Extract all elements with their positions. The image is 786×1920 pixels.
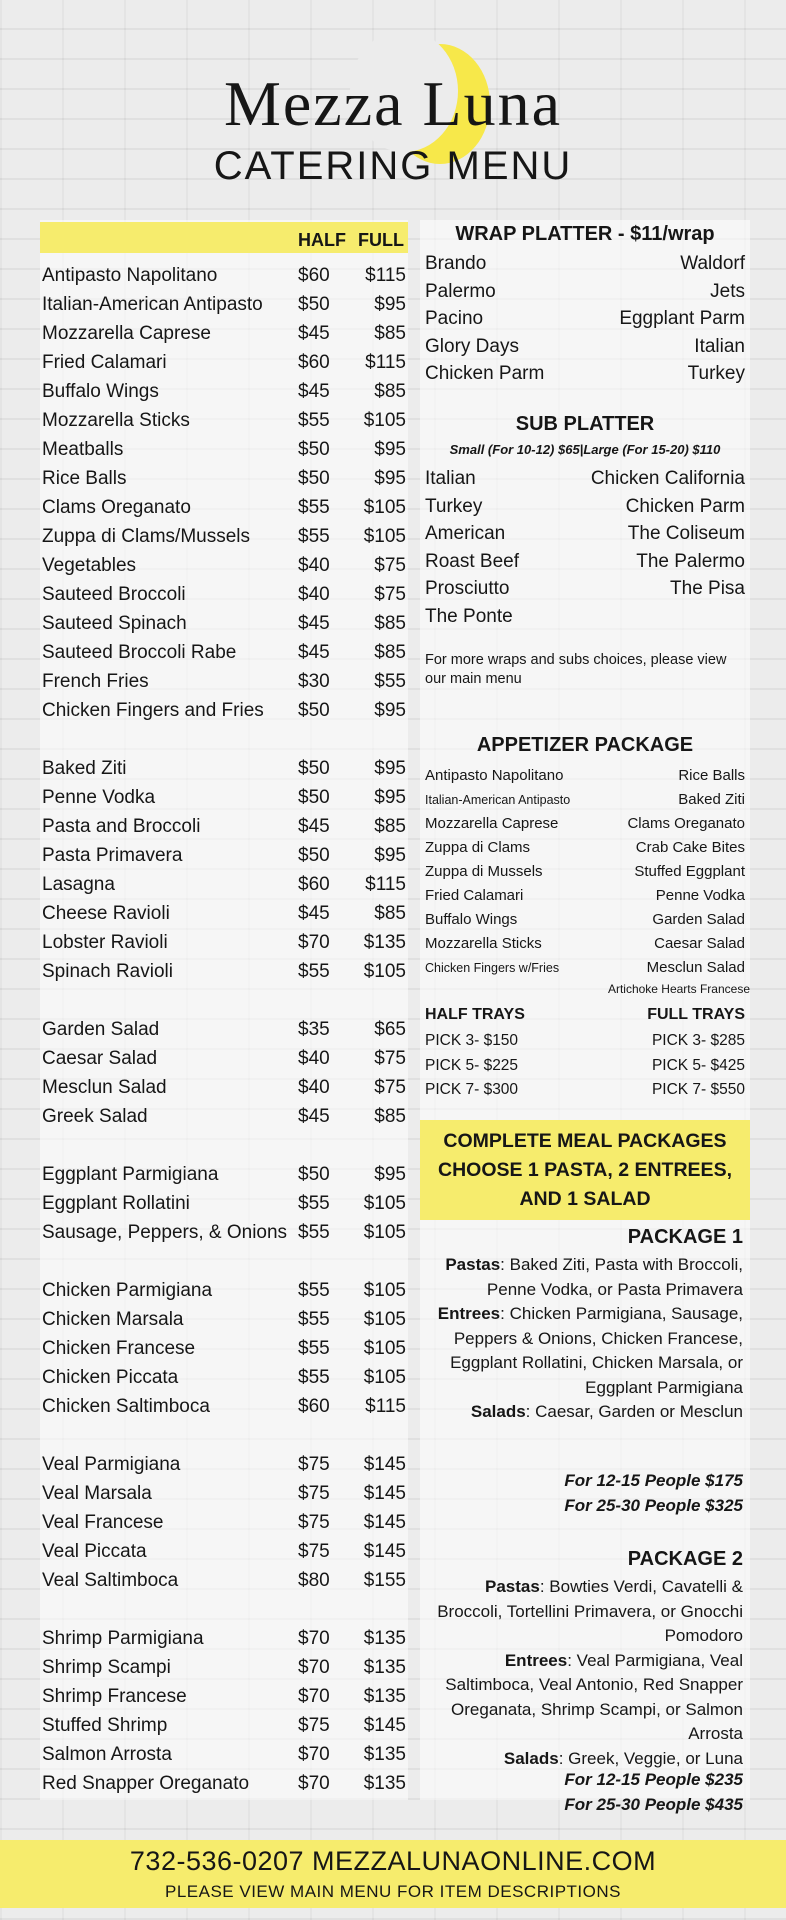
item-name: Chicken Fingers and Fries xyxy=(42,700,264,721)
list-item xyxy=(425,577,745,601)
wrap-left: Brando xyxy=(425,253,487,274)
packages-column xyxy=(420,220,750,1814)
item-name: Veal Saltimboca xyxy=(42,1570,179,1591)
item-name: Sauteed Spinach xyxy=(42,613,187,634)
item-full-price: $75 xyxy=(374,1048,406,1069)
sub-right: The Palermo xyxy=(636,550,745,572)
item-half-price: $55 xyxy=(298,1193,330,1214)
item-name: Garden Salad xyxy=(42,1019,160,1040)
wrap-left: Palermo xyxy=(425,280,496,302)
package-1-entrees: : Chicken Parmigiana, Sausage, Peppers & Onions, Chicken Francese, Eggplant Rollatini, Chicken Marsala, or Eggplant Parmigiana xyxy=(450,1304,743,1397)
menu-item-row xyxy=(42,1220,408,1246)
menu-item-row xyxy=(42,930,408,956)
item-half-price: $55 xyxy=(298,1367,330,1388)
item-half-price: $70 xyxy=(298,1657,330,1678)
item-full-price: $135 xyxy=(363,1657,406,1678)
menu-item-row xyxy=(42,698,408,724)
pastas-label: Pastas xyxy=(445,1255,501,1274)
item-full-price: $145 xyxy=(363,1541,406,1562)
item-half-price: $40 xyxy=(298,584,330,605)
item-half-price: $55 xyxy=(298,526,330,547)
item-half-price: $30 xyxy=(298,671,330,692)
item-name: Stuffed Shrimp xyxy=(42,1715,168,1736)
item-name: Mozzarella Caprese xyxy=(42,323,211,344)
menu-item-row xyxy=(42,1742,408,1768)
item-full-price: $85 xyxy=(374,816,406,837)
meal-line-3: AND 1 SALAD xyxy=(519,1188,651,1210)
item-full-price: $115 xyxy=(365,352,406,373)
price-column-header xyxy=(40,222,408,253)
item-full-price: $85 xyxy=(374,903,406,924)
appetizer-right: Rice Balls xyxy=(678,767,745,784)
item-name: Veal Parmigiana xyxy=(42,1454,181,1475)
sub-right: The Pisa xyxy=(670,578,745,599)
menu-item-row xyxy=(42,1162,408,1188)
menu-item-row xyxy=(42,263,408,289)
item-name: Italian-American Antipasto xyxy=(42,294,263,315)
item-name: Clams Oreganato xyxy=(42,497,191,518)
item-half-price: $50 xyxy=(298,845,330,866)
full-header: FULL xyxy=(358,230,404,250)
salads-label: Salads xyxy=(470,1402,526,1421)
item-half-price: $45 xyxy=(298,816,330,837)
half-tray-price: PICK 5- $225 xyxy=(425,1056,519,1074)
item-full-price: $75 xyxy=(374,584,406,605)
menu-item-row xyxy=(42,1104,408,1130)
menu-item-row xyxy=(42,1771,408,1797)
list-item xyxy=(425,813,745,835)
item-full-price: $115 xyxy=(365,874,406,895)
item-full-price: $135 xyxy=(363,1686,406,1707)
item-half-price: $45 xyxy=(298,1106,330,1127)
item-name: Chicken Francese xyxy=(42,1338,196,1359)
item-half-price: $45 xyxy=(298,613,330,634)
appetizer-left: Mozzarella Caprese xyxy=(425,815,559,832)
item-name: Red Snapper Oreganato xyxy=(42,1773,250,1794)
wrap-left: Glory Days xyxy=(425,335,519,357)
wrap-platter-title: WRAP PLATTER - $11/wrap xyxy=(455,223,715,245)
menu-item-row xyxy=(42,1713,408,1739)
header xyxy=(0,0,786,215)
appetizer-right: Crab Cake Bites xyxy=(635,839,745,856)
menu-item-row xyxy=(42,1394,408,1420)
menu-item-row xyxy=(42,1365,408,1391)
item-name: Veal Francese xyxy=(42,1512,164,1533)
item-half-price: $55 xyxy=(298,497,330,518)
item-full-price: $95 xyxy=(374,845,406,866)
footer xyxy=(0,1840,786,1908)
item-full-price: $85 xyxy=(374,1106,406,1127)
menu-item-row xyxy=(42,408,408,434)
item-half-price: $50 xyxy=(298,700,330,721)
appetizer-left: Zuppa di Clams xyxy=(425,839,531,856)
item-name: Caesar Salad xyxy=(42,1048,158,1069)
menu-item-row xyxy=(42,582,408,608)
item-full-price: $75 xyxy=(374,1077,406,1098)
package-2-pastas: : Bowties Verdi, Cavatelli & Broccoli, Tortellini Primavera, or Gnocchi Pomodoro xyxy=(437,1577,743,1645)
menu-item-row xyxy=(42,1684,408,1710)
appetizer-left: Buffalo Wings xyxy=(425,911,518,928)
item-half-price: $70 xyxy=(298,932,330,953)
item-name: Mozzarella Sticks xyxy=(42,410,190,431)
wrap-right: Jets xyxy=(710,280,745,302)
item-name: Antipasto Napolitano xyxy=(42,265,218,286)
wrap-sub-note: For more wraps and subs choices, please view our main menu xyxy=(425,652,727,687)
item-full-price: $95 xyxy=(374,1164,406,1185)
item-half-price: $55 xyxy=(298,1280,330,1301)
menu-item-row xyxy=(42,756,408,782)
list-item xyxy=(425,933,745,955)
list-item xyxy=(425,307,745,331)
item-half-price: $55 xyxy=(298,1309,330,1330)
item-half-price: $50 xyxy=(298,787,330,808)
item-full-price: $105 xyxy=(363,526,406,547)
menu-item-row xyxy=(42,1075,408,1101)
salads-label: Salads xyxy=(503,1748,559,1768)
restaurant-name: Mezza Luna xyxy=(223,68,563,139)
item-name: Pasta and Broccoli xyxy=(42,816,201,837)
item-full-price: $105 xyxy=(363,410,406,431)
package-2-entrees: : Veal Parmigiana, Veal Saltimboca, Veal Antonio, Red Snapper Oreganata, Shrimp Scampi, or Salmon Arrosta xyxy=(445,1650,743,1743)
sub-left: Italian xyxy=(425,468,476,489)
appetizer-right: Garden Salad xyxy=(652,911,745,928)
sub-left: Roast Beef xyxy=(425,550,519,572)
menu-item-row xyxy=(42,785,408,811)
list-item xyxy=(425,280,745,304)
list-item xyxy=(425,335,745,359)
menu-item-row xyxy=(42,437,408,463)
menu-item-row xyxy=(42,466,408,492)
appetizer-right: Penne Vodka xyxy=(655,887,745,904)
menu-item-row xyxy=(42,1655,408,1681)
item-name: Salmon Arrosta xyxy=(42,1744,172,1765)
item-full-price: $105 xyxy=(363,1367,406,1388)
item-half-price: $60 xyxy=(298,1396,330,1417)
item-name: Sausage, Peppers, & Onions xyxy=(42,1222,288,1243)
appetizer-left: Mozzarella Sticks xyxy=(425,935,542,952)
list-item xyxy=(425,605,745,629)
menu-item-row xyxy=(42,1046,408,1072)
item-name: French Fries xyxy=(42,671,149,692)
item-name: Buffalo Wings xyxy=(42,381,159,402)
appetizer-right: Mesclun Salad xyxy=(646,959,745,976)
item-full-price: $115 xyxy=(365,265,406,286)
item-full-price: $75 xyxy=(374,555,406,576)
item-half-price: $75 xyxy=(298,1541,330,1562)
list-item xyxy=(425,765,745,787)
package-1-price-large: For 25-30 People $325 xyxy=(564,1496,743,1515)
footer-note: PLEASE VIEW MAIN MENU FOR ITEM DESCRIPTIONS xyxy=(165,1882,621,1901)
tray-row xyxy=(425,1030,745,1052)
item-half-price: $50 xyxy=(298,294,330,315)
item-half-price: $50 xyxy=(298,1164,330,1185)
item-full-price: $85 xyxy=(374,381,406,402)
list-item xyxy=(425,495,745,519)
item-half-price: $55 xyxy=(298,410,330,431)
meal-line-2: CHOOSE 1 PASTA, 2 ENTREES, xyxy=(437,1159,732,1181)
item-name: Fried Calamari xyxy=(42,352,167,373)
pastas-label: Pastas xyxy=(485,1577,540,1596)
wrap-left: Pacino xyxy=(425,308,484,329)
item-half-price: $60 xyxy=(298,352,330,373)
item-full-price: $95 xyxy=(374,700,406,721)
appetizer-right: Baked Ziti xyxy=(678,791,745,808)
item-name: Lobster Ravioli xyxy=(42,932,168,953)
full-tray-price: PICK 3- $285 xyxy=(651,1032,745,1049)
menu-item-row xyxy=(42,640,408,666)
half-trays-header: HALF TRAYS xyxy=(425,1006,525,1023)
item-half-price: $70 xyxy=(298,1744,330,1765)
half-tray-price: PICK 3- $150 xyxy=(425,1032,519,1049)
item-half-price: $55 xyxy=(298,1338,330,1359)
item-name: Eggplant Parmigiana xyxy=(42,1164,219,1185)
list-item xyxy=(425,522,745,546)
entrees-label: Entrees xyxy=(437,1304,501,1323)
item-name: Rice Balls xyxy=(42,468,127,489)
menu-item-row xyxy=(42,379,408,405)
sub-left: The Ponte xyxy=(425,605,513,627)
item-full-price: $105 xyxy=(363,1193,406,1214)
menu-item-row xyxy=(42,1539,408,1565)
item-half-price: $40 xyxy=(298,1077,330,1098)
item-half-price: $45 xyxy=(298,381,330,402)
item-full-price: $115 xyxy=(365,1396,406,1417)
item-name: Sauteed Broccoli xyxy=(42,584,186,605)
item-full-price: $95 xyxy=(374,439,406,460)
appetizer-left: Chicken Fingers w/Fries xyxy=(425,961,560,975)
item-half-price: $50 xyxy=(298,468,330,489)
item-name: Shrimp Parmigiana xyxy=(42,1628,204,1649)
wrap-right: Waldorf xyxy=(680,253,745,274)
item-half-price: $40 xyxy=(298,555,330,576)
item-half-price: $70 xyxy=(298,1628,330,1649)
item-half-price: $75 xyxy=(298,1454,330,1475)
wrap-left: Chicken Parm xyxy=(425,363,545,384)
item-full-price: $145 xyxy=(363,1512,406,1533)
item-full-price: $95 xyxy=(374,787,406,808)
item-name: Sauteed Broccoli Rabe xyxy=(42,642,237,663)
entrees-label: Entrees xyxy=(504,1650,568,1670)
package-1-title: PACKAGE 1 xyxy=(627,1226,743,1248)
sub-right: The Coliseum xyxy=(627,523,745,544)
item-full-price: $85 xyxy=(374,613,406,634)
menu-item-row xyxy=(42,814,408,840)
item-full-price: $145 xyxy=(363,1715,406,1736)
item-half-price: $35 xyxy=(298,1019,330,1040)
item-name: Eggplant Rollatini xyxy=(42,1193,190,1214)
list-item xyxy=(425,909,745,931)
item-name: Lasagna xyxy=(42,874,115,895)
menu-item-row xyxy=(42,669,408,695)
item-full-price: $105 xyxy=(363,1222,406,1243)
item-full-price: $135 xyxy=(363,1628,406,1649)
item-full-price: $155 xyxy=(363,1570,406,1591)
item-half-price: $75 xyxy=(298,1483,330,1504)
item-half-price: $70 xyxy=(298,1773,330,1794)
item-name: Greek Salad xyxy=(42,1106,148,1127)
item-half-price: $40 xyxy=(298,1048,330,1069)
item-full-price: $135 xyxy=(363,1744,406,1765)
item-half-price: $45 xyxy=(298,642,330,663)
appetizer-left: Zuppa di Mussels xyxy=(425,863,543,880)
menu-item-row xyxy=(42,553,408,579)
item-name: Veal Piccata xyxy=(42,1541,147,1562)
item-name: Meatballs xyxy=(42,439,124,460)
package-2-title: PACKAGE 2 xyxy=(627,1548,743,1570)
menu-item-row xyxy=(42,901,408,927)
package-1-pastas: : Baked Ziti, Pasta with Broccoli, Penne Vodka, or Pasta Primavera xyxy=(486,1255,743,1299)
item-full-price: $95 xyxy=(374,758,406,779)
list-item xyxy=(425,252,745,276)
item-half-price: $60 xyxy=(298,265,330,286)
menu-item-row xyxy=(42,1017,408,1043)
item-half-price: $80 xyxy=(298,1570,330,1591)
appetizer-right: Clams Oreganato xyxy=(627,815,745,832)
item-full-price: $105 xyxy=(363,1309,406,1330)
wrap-right: Italian xyxy=(694,335,745,357)
menu-item-row xyxy=(42,1568,408,1594)
list-item xyxy=(425,362,745,386)
item-name: Chicken Saltimboca xyxy=(42,1396,210,1417)
half-header: HALF xyxy=(298,230,346,250)
item-half-price: $60 xyxy=(298,874,330,895)
item-full-price: $145 xyxy=(363,1454,406,1475)
menu-item-row xyxy=(42,611,408,637)
list-item xyxy=(425,550,745,574)
full-tray-price: PICK 7- $550 xyxy=(651,1081,745,1098)
item-full-price: $95 xyxy=(374,468,406,489)
item-half-price: $70 xyxy=(298,1686,330,1707)
list-item xyxy=(425,467,745,491)
list-item xyxy=(425,885,745,907)
item-name: Zuppa di Clams/Mussels xyxy=(42,526,251,547)
menu-item-row xyxy=(42,1191,408,1217)
full-trays-header: FULL TRAYS xyxy=(647,1006,745,1023)
item-half-price: $45 xyxy=(298,323,330,344)
appetizer-right: Caesar Salad xyxy=(654,935,745,952)
menu-item-row xyxy=(42,1510,408,1536)
package-2-salads: : Greek, Veggie, or Luna xyxy=(558,1748,743,1768)
sub-left: American xyxy=(425,523,506,544)
menu-item-row xyxy=(42,1452,408,1478)
item-price-list xyxy=(40,220,408,1800)
item-full-price: $145 xyxy=(363,1483,406,1504)
sub-right: Chicken Parm xyxy=(625,495,745,517)
appetizer-extra-item: Artichoke Hearts Francese xyxy=(607,982,750,996)
item-half-price: $50 xyxy=(298,758,330,779)
wrap-right: Turkey xyxy=(687,363,745,384)
item-name: Chicken Marsala xyxy=(42,1309,184,1330)
item-half-price: $55 xyxy=(298,1222,330,1243)
list-item xyxy=(425,837,745,859)
menu-item-row xyxy=(42,1626,408,1652)
menu-item-row xyxy=(42,843,408,869)
menu-subtitle: CATERING MENU xyxy=(213,144,573,188)
item-name: Baked Ziti xyxy=(42,758,127,779)
item-half-price: $75 xyxy=(298,1512,330,1533)
item-full-price: $105 xyxy=(363,1338,406,1359)
menu-item-row xyxy=(42,1481,408,1507)
item-full-price: $105 xyxy=(363,961,406,982)
sub-right: Chicken California xyxy=(590,468,745,489)
item-full-price: $135 xyxy=(363,1773,406,1794)
item-name: Chicken Parmigiana xyxy=(42,1280,213,1301)
item-full-price: $105 xyxy=(363,1280,406,1301)
appetizer-left: Antipasto Napolitano xyxy=(425,767,564,784)
menu-item-row xyxy=(42,1307,408,1333)
half-tray-price: PICK 7- $300 xyxy=(425,1081,519,1098)
tray-row xyxy=(425,1055,745,1077)
item-full-price: $85 xyxy=(374,642,406,663)
item-half-price: $45 xyxy=(298,903,330,924)
package-1-price-small: For 12-15 People $175 xyxy=(564,1471,743,1490)
package-2-details xyxy=(425,1575,743,1771)
menu-item-row xyxy=(42,292,408,318)
appetizer-left: Italian-American Antipasto xyxy=(425,793,571,807)
item-name: Vegetables xyxy=(42,555,137,576)
item-name: Veal Marsala xyxy=(42,1483,152,1504)
package-2-price-small: For 12-15 People $235 xyxy=(564,1770,743,1789)
package-1-salads: : Caesar, Garden or Mesclun xyxy=(525,1402,743,1421)
contact-info: 732-536-0207 MEZZALUNAONLINE.COM xyxy=(129,1846,657,1876)
item-half-price: $75 xyxy=(298,1715,330,1736)
item-name: Pasta Primavera xyxy=(42,845,183,866)
appetizer-right: Stuffed Eggplant xyxy=(634,863,745,880)
item-full-price: $55 xyxy=(374,671,406,692)
sub-platter-title: SUB PLATTER xyxy=(515,413,655,435)
sub-left: Turkey xyxy=(425,495,483,517)
complete-meal-banner xyxy=(420,1120,750,1220)
list-item xyxy=(425,789,745,811)
appetizer-package-title: APPETIZER PACKAGE xyxy=(476,734,694,756)
menu-item-row xyxy=(42,495,408,521)
wrap-right: Eggplant Parm xyxy=(619,308,745,329)
item-name: Penne Vodka xyxy=(42,787,156,808)
menu-item-row xyxy=(42,1278,408,1304)
list-item xyxy=(425,861,745,883)
list-item xyxy=(425,957,745,979)
appetizer-left: Fried Calamari xyxy=(425,887,524,904)
tray-row xyxy=(425,1079,745,1101)
item-half-price: $50 xyxy=(298,439,330,460)
menu-item-row xyxy=(42,872,408,898)
sub-platter-sizes: Small (For 10-12) $65|Large (For 15-20) $110 xyxy=(449,442,721,457)
item-half-price: $55 xyxy=(298,961,330,982)
item-full-price: $105 xyxy=(363,497,406,518)
item-full-price: $85 xyxy=(374,323,406,344)
item-name: Spinach Ravioli xyxy=(42,961,173,982)
full-tray-price: PICK 5- $425 xyxy=(651,1056,745,1074)
menu-item-row xyxy=(42,524,408,550)
meal-line-1: COMPLETE MEAL PACKAGES xyxy=(443,1130,727,1152)
item-name: Shrimp Francese xyxy=(42,1686,187,1707)
item-full-price: $95 xyxy=(374,294,406,315)
package-2-price-large: For 25-30 People $435 xyxy=(564,1795,743,1814)
sub-left: Prosciutto xyxy=(425,578,510,599)
item-name: Shrimp Scampi xyxy=(42,1657,171,1678)
item-name: Cheese Ravioli xyxy=(42,903,170,924)
menu-item-row xyxy=(42,959,408,985)
item-name: Mesclun Salad xyxy=(42,1077,167,1098)
menu-item-row xyxy=(42,350,408,376)
item-full-price: $135 xyxy=(363,932,406,953)
item-name: Chicken Piccata xyxy=(42,1367,179,1388)
package-1-details xyxy=(425,1253,743,1425)
menu-item-row xyxy=(42,321,408,347)
item-full-price: $65 xyxy=(374,1019,406,1040)
menu-item-row xyxy=(42,1336,408,1362)
